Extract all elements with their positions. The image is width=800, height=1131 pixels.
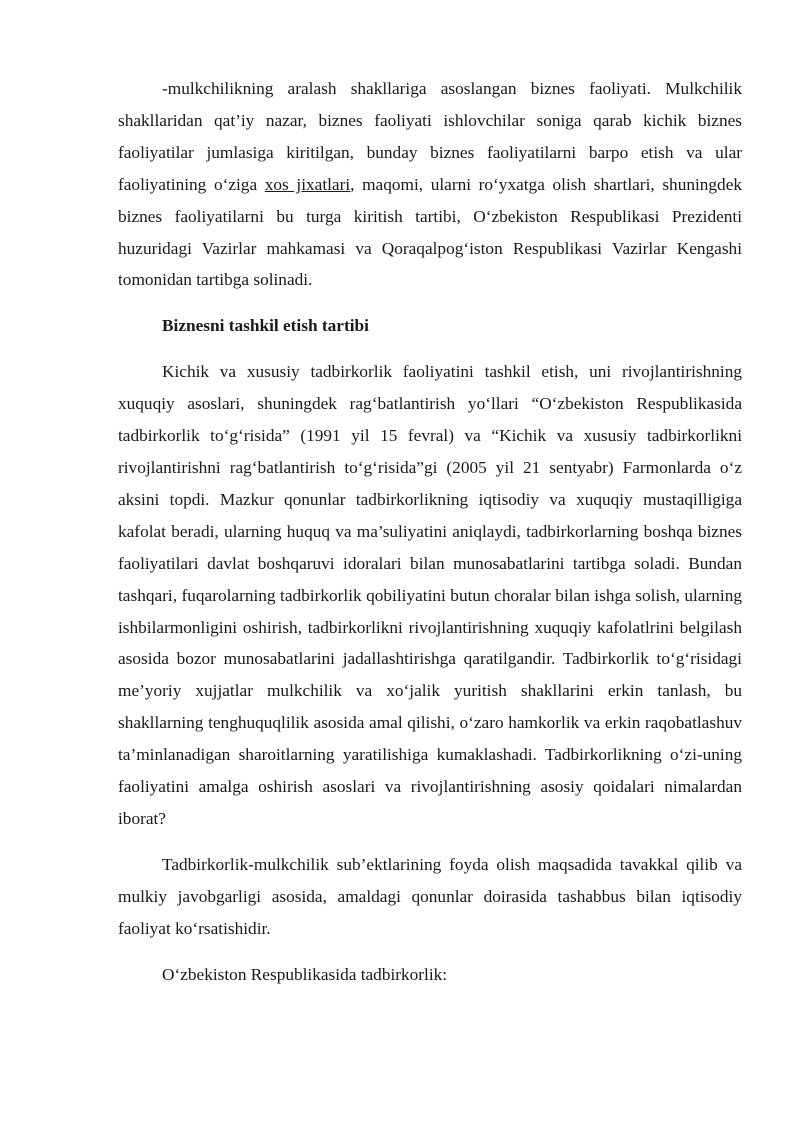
paragraph-entrepreneurship-definition: Tadbirkorlik-mulkchilik sub’ektlarining foyda olish maqsadida tavakkal qilib va mulkiy javobgarligi asosida, amaldagi qonunlar doirasida tashabbus bilan iqtisodiy faoliyat ko‘rsatishidir.: [118, 854, 742, 938]
document-page: [118, 73, 742, 990]
paragraph-text: -mulkchilikning aralash shakllariga asoslangan biznes faoliyati. Mulkchilik shakllaridan qat’iy nazar, biznes faoliyati ishlovchilar soniga qarab kichik biznes faoliyatilar jumlasiga kiritilgan, bunday biznes faoliyatilarni barpo etish va ular faoliyatining o‘ziga: [118, 79, 742, 194]
paragraph-ownership-forms: [118, 73, 742, 296]
paragraph-entrepreneurship-intro: O‘zbekiston Respublikasida tadbirkorlik:: [162, 964, 448, 984]
hyperlink-xos-jixatlari[interactable]: xos jixatlari: [264, 174, 351, 194]
paragraph-business-law: Kichik va xususiy tadbirkorlik faoliyatini tashkil etish, uni rivojlantirishning xuquqiy asoslari, shuningdek rag‘batlantirish yo‘llari “O‘zbekiston Respublikasida tadbirkorlik to‘g‘risida” (1991 yil 15 fevral) va “Kichik va xususiy tadbirkorlikni rivojlantirishni rag‘batlantirish to‘g‘risida”gi (2005 yil 21 sentyabr) Farmonlarda o‘z aksini topdi. Mazkur qonunlar tadbirkorlikning iqtisodiy va xuquqiy mustaqilligiga kafolat beradi, ularning huquq va ma’suliyatini aniqlaydi, tadbirkorlarning boshqa biznes faoliyatilari davlat boshqaruvi idoralari bilan munosabatlarini tartibga soladi. Bundan tashqari, fuqarolarning tadbirkorlik qobiliyatini butun choralar bilan ishga solish, ularning ishbilarmonligini oshirish, tadbirkorlikni rivojlantirishning xuquqiy kafolatlrini belgilash asosida bozor munosabatlarini jadallashtirishga qaratilgandir. Tadbirkorlik to‘g‘risidagi me’yoriy xujjatlar mulkchilik va xo‘jalik yuritish shakllarini erkin tanlash, bu shakllarning tenghuquqlilik asosida amal qilishi, o‘zaro hamkorlik va erkin raqobatlashuv ta’minlanadigan sharoitlarning yaratilishiga kumaklashadi. Tadbirkorlikning o‘zi-uning faoliyatini amalga oshirish asoslari va rivojlantirishning asosiy qoidalari nimalardan iborat?: [118, 362, 742, 828]
paragraph-text: , maqomi, ularni ro‘yxatga olish shartlari, shuningdek biznes faoliyatilarni bu turga kiritish tartibi, O‘zbekiston Respublikasi Prezidenti huzuridagi Vazirlar mahkamasi va Qoraqalpog‘iston Respublikasi Vazirlar Kengashi tomonidan tartibga solinadi.: [118, 174, 743, 290]
section-heading: Biznesni tashkil etish tartibi: [162, 316, 369, 336]
